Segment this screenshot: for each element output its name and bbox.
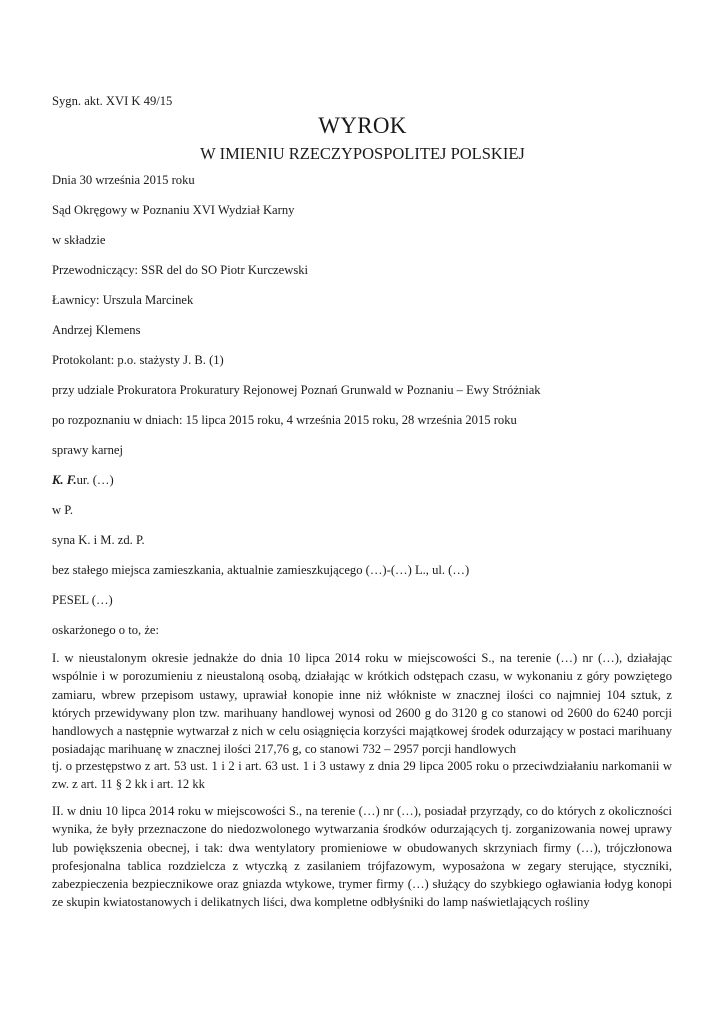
- case-type: sprawy karnej: [52, 443, 123, 457]
- pesel-line: PESEL (…): [52, 593, 113, 607]
- document-title: WYROK: [318, 113, 407, 138]
- date-line: Dnia 30 września 2015 roku: [52, 173, 195, 187]
- hearing-dates: po rozpoznaniu w dniach: 15 lipca 2015 roku, 4 września 2015 roku, 28 września 2015 roku: [52, 413, 517, 427]
- defendant-birth: ur. (…): [76, 473, 114, 487]
- defendant-line: [52, 472, 114, 488]
- birth-place: w P.: [52, 503, 73, 517]
- charge-2-paragraph: II. w dniu 10 lipca 2014 roku w miejscowości S., na terenie (…) nr (…), posiadał przyrządy, co do których z okoliczności wynika, że były przeznaczone do niedozwolonego wytwarzania środków odurzających tj. zorganizowania nowej uprawy lub powiększenia obecnej, i tak: dwa wentylatory promieniowe w obudowanych skrzyniach firmy (…), trójczłonowa profesjonalna tablica rozdzielcza z wtyczką z zasilaniem trójfazowym, wyposażona w zegary sterujące, styczniki, zabezpieczenia bezpiecznikowe oraz gniazda wtykowe, trymer firmy (…) służący do szybkiego ogławiania łodyg konopi ze skupin kwiatostanowych i delikatnych liści, dwa kompletne odbłyśniki do lamp naświetlających rośliny: [52, 804, 672, 910]
- composition-label: w składzie: [52, 233, 106, 247]
- court-clerk: Protokolant: p.o. stażysty J. B. (1): [52, 353, 224, 367]
- court-name: Sąd Okręgowy w Poznaniu XVI Wydział Karny: [52, 203, 295, 217]
- prosecutor-line: przy udziale Prokuratora Prokuratury Rejonowej Poznań Grunwald w Poznaniu – Ewy Stróżniak: [52, 383, 541, 397]
- document-subtitle: W IMIENIU RZECZYPOSPOLITEJ POLSKIEJ: [200, 144, 525, 163]
- accused-of-label: oskarżonego o to, że:: [52, 623, 160, 637]
- charge-1-qualification: tj. o przestępstwo z art. 53 ust. 1 i 2 i art. 63 ust. 1 i 3 ustawy z dnia 29 lipca 2005 roku o przeciwdziałaniu narkomanii w zw. z art. 11 § 2 kk i art. 12 kk: [52, 759, 672, 792]
- parents-line: syna K. i M. zd. P.: [52, 533, 145, 547]
- charge-1-paragraph: I. w nieustalonym okresie jednakże do dnia 10 lipca 2014 roku w miejscowości S., na terenie (…) nr (…), działając wspólnie i w porozumieniu z nieustaloną osobą, działając w krótkich odstępach czasu, w wykonaniu z góry powziętego zamiaru, wbrew przepisom ustawy, uprawiał konopie inne niż włókniste w znacznej ilości co najmniej 104 sztuk, z których przewidywany plon tzw. marihuany handlowej wynosi od 2600 g do 3120 g co stanowi od 2600 do 6240 porcji handlowych a następnie wytwarzał z nich w celu osiągnięcia korzyści majątkowej środek odurzający w postaci marihuany posiadając marihuanę w znacznej ilości 217,76 g, co stanowi 732 – 2957 porcji handlowych: [52, 651, 672, 757]
- defendant-name: K. F.: [52, 473, 77, 487]
- residence-line: bez stałego miejsca zamieszkania, aktualnie zamieszkującego (…)-(…) L., ul. (…): [52, 563, 470, 577]
- case-signature: Sygn. akt. XVI K 49/15: [52, 94, 173, 108]
- presiding-judge: Przewodniczący: SSR del do SO Piotr Kurczewski: [52, 263, 309, 277]
- lay-judge-2: Andrzej Klemens: [52, 323, 141, 337]
- lay-judge-1: Ławnicy: Urszula Marcinek: [52, 293, 194, 307]
